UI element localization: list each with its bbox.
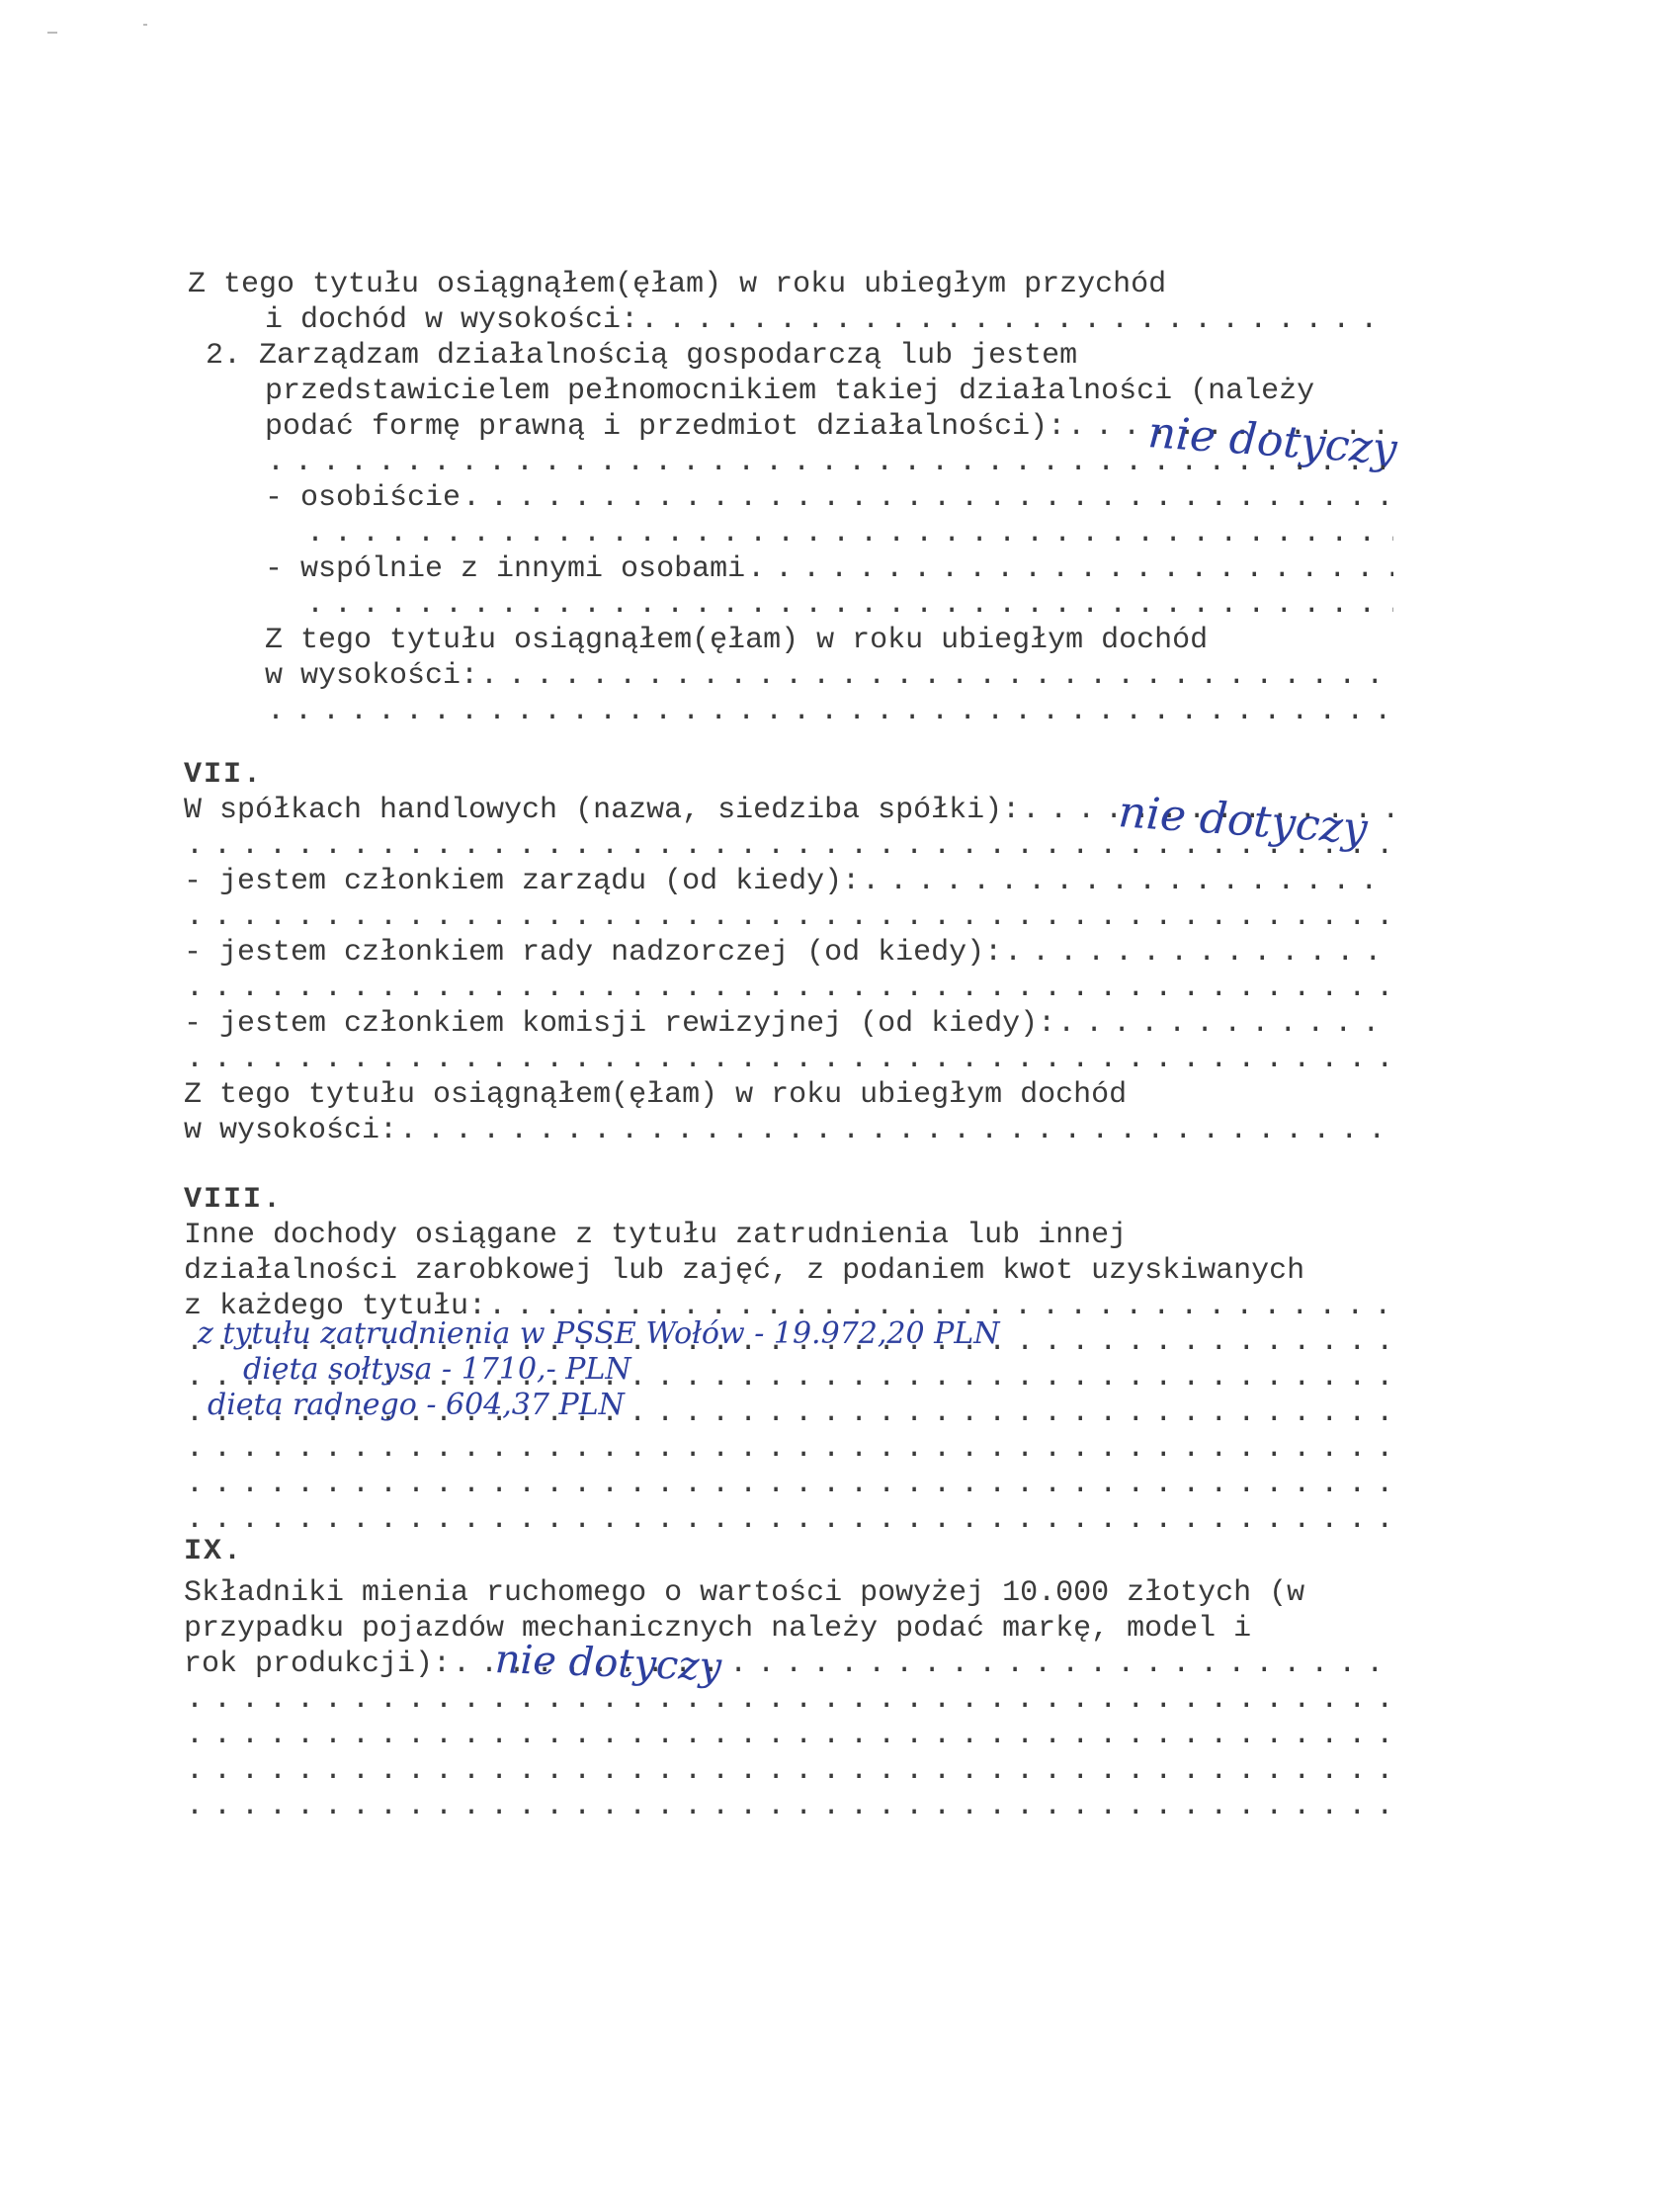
ix-line1: Składniki mienia ruchomego o wartości powyżej 10.000 złotych (w	[184, 1576, 1305, 1610]
vii-income-line2: w wysokości: . . .	[184, 1113, 1393, 1148]
vii-audit-member: - jestem członkiem komisji rewizyjnej (od kiedy): . . .	[184, 1006, 1393, 1042]
dotted-line	[184, 899, 1393, 935]
dotted-line	[184, 1789, 1393, 1824]
vi-income-line2: i dochód w wysokości: . . .	[265, 302, 1393, 338]
dotted-line	[265, 445, 1393, 480]
dotted-line	[265, 694, 1393, 729]
vii-board-member: - jestem członkiem zarządu (od kiedy): . . .	[184, 864, 1393, 899]
vi-handwritten-answer: nie dotyczy	[1146, 407, 1399, 475]
vi-personally: - osobiście . . .	[265, 480, 1393, 516]
ix-handwritten-answer: nie dotyczy	[494, 1637, 722, 1691]
viii-line2: działalności zarobkowej lub zajęć, z podaniem kwot uzyskiwanych	[184, 1254, 1305, 1288]
vi-item2-line2: przedstawicielem pełnomocnikiem takiej działalności (należy	[265, 375, 1315, 408]
vi-jointly: - wspólnie z innymi osobami . . .	[265, 551, 1393, 587]
dotted-line	[184, 1042, 1393, 1077]
vii-supervisory-member: - jestem członkiem rady nadzorczej (od kiedy): . . .	[184, 935, 1393, 971]
scan-speck	[143, 24, 147, 26]
scan-speck	[47, 32, 57, 34]
ix-line3: rok produkcji): . . .	[184, 1647, 1393, 1682]
section-ix-header: IX.	[184, 1535, 244, 1568]
viii-line1: Inne dochody osiągane z tytułu zatrudnienia lub innej	[184, 1219, 1128, 1252]
dotted-line	[184, 1753, 1393, 1789]
vii-income-line1: Z tego tytułu osiągnąłem(ęłam) w roku ubiegłym dochód	[184, 1078, 1128, 1112]
dotted-line	[304, 516, 1393, 551]
viii-line3: z każdego tytułu: . . .	[184, 1289, 1393, 1324]
dotted-line	[184, 1718, 1393, 1753]
vi-income2-line1: Z tego tytułu osiągnąłem(ęłam) w roku ubiegłym dochód	[265, 624, 1209, 657]
ix-line2: przypadku pojazdów mechanicznych należy podać markę, model i	[184, 1612, 1252, 1646]
vii-handwritten-answer: nie dotyczy	[1117, 787, 1370, 855]
vi-income2-line2: w wysokości: . . .	[265, 658, 1393, 694]
dotted-line	[184, 1502, 1393, 1538]
dotted-line	[304, 587, 1393, 623]
vi-income-line1: Z tego tytułu osiągnąłem(ęłam) w roku ubiegłym przychód	[188, 268, 1167, 301]
section-viii-header: VIII.	[184, 1183, 284, 1217]
dotted-line	[184, 971, 1393, 1006]
dotted-line	[184, 1467, 1393, 1502]
viii-handwritten-entry-2: dieta sołtysa - 1710,- PLN	[243, 1352, 631, 1387]
vi-item2-line3: podać formę prawną i przedmiot działalności): . . .	[265, 409, 1393, 445]
viii-handwritten-entry-3: dieta radnego - 604,37 PLN	[208, 1388, 625, 1422]
section-vii-header: VII.	[184, 758, 264, 792]
vi-item2-line1: 2. Zarządzam działalnością gospodarczą lub jestem	[206, 339, 1078, 373]
dotted-line	[184, 828, 1393, 864]
vii-companies: W spółkach handlowych (nazwa, siedziba spółki): . . .	[184, 793, 1393, 828]
viii-handwritten-entry-1: z tytułu zatrudnienia w PSSE Wołów - 19.972,20 PLN	[198, 1316, 1000, 1351]
dotted-line	[184, 1682, 1393, 1718]
dotted-line	[184, 1431, 1393, 1467]
